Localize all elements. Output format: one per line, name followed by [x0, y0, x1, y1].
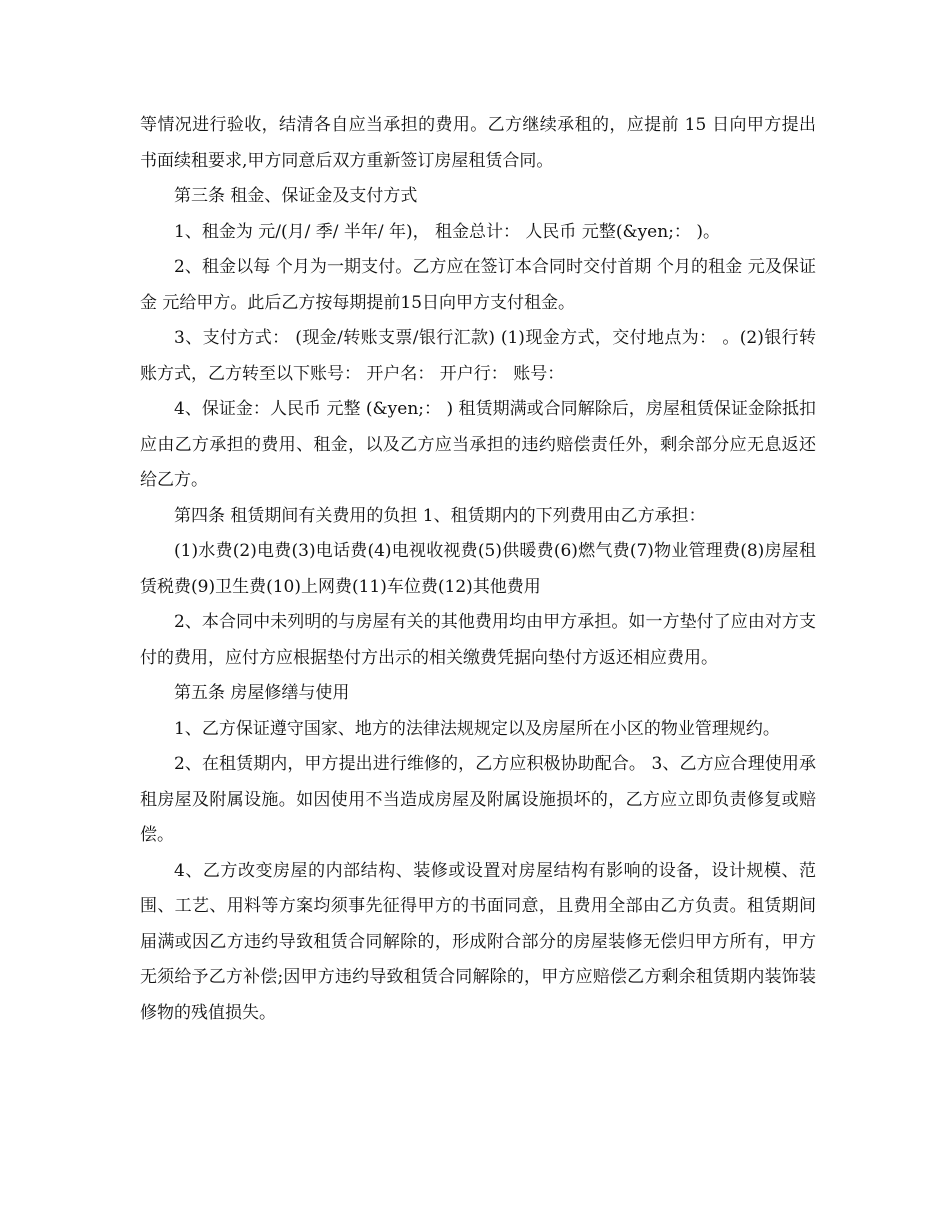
paragraph-rent-payment-period: 2、租金以每 个月为一期支付。乙方应在签订本合同时交付首期 个月的租金 元及保证金 元给甲方。此后乙方按每期提前15日向甲方支付租金。 — [140, 257, 816, 313]
section-heading-article-3: 第三条 租金、保证金及支付方式 — [174, 186, 418, 206]
paragraph-other-fees: 2、本合同中未列明的与房屋有关的其他费用均由甲方承担。如一方垫付了应由对方支付的费用，应付方应根据垫付方出示的相关缴费凭据向垫付方返还相应费用。 — [140, 612, 816, 668]
paragraph-continuation: 等情况进行验收，结清各自应当承担的费用。乙方继续承租的，应提前 15 日向甲方提出书面续租要求,甲方同意后双方重新签订房屋租赁合同。 — [140, 115, 816, 171]
paragraph-maintenance: 2、在租赁期内，甲方提出进行维修的，乙方应积极协助配合。 3、乙方应合理使用承租房屋及附属设施。如因使用不当造成房屋及附属设施损坏的，乙方应立即负责修复或赔偿。 — [140, 754, 816, 845]
paragraph-compliance: 1、乙方保证遵守国家、地方的法律法规规定以及房屋所在小区的物业管理规约。 — [174, 718, 780, 739]
paragraph-rent-amount: 1、租金为 元/(月/ 季/ 半年/ 年)， 租金总计： 人民币 元整(&yen;： )。 — [174, 221, 720, 242]
paragraph-payment-method: 3、支付方式： (现金/转账支票/银行汇款) (1)现金方式，交付地点为： 。(2)银行转账方式，乙方转至以下账号： 开户名： 开户行： 账号： — [140, 328, 816, 384]
paragraph-renovation: 4、乙方改变房屋的内部结构、装修或设置对房屋结构有影响的设备，设计规模、范围、工艺、用料等方案均须事先征得甲方的书面同意，且费用全部由乙方负责。租赁期间届满或因乙方违约导致租赁合同解除的，形成附合部分的房屋装修无偿归甲方所有，甲方无须给予乙方补偿;因甲方违约导致租赁合同解除的，甲方应赔偿乙方剩余租赁期内装饰装修物的残值损失。 — [140, 860, 816, 1023]
section-heading-article-4: 第四条 租赁期间有关费用的负担 1、租赁期内的下列费用由乙方承担： — [174, 505, 706, 526]
paragraph-fee-list: (1)水费(2)电费(3)电话费(4)电视收视费(5)供暖费(6)燃气费(7)物业管理费(8)房屋租赁税费(9)卫生费(10)上网费(11)车位费(12)其他费用 — [140, 541, 816, 597]
section-heading-article-5: 第五条 房屋修缮与使用 — [174, 683, 350, 703]
paragraph-deposit: 4、保证金：人民币 元整 (&yen;： ) 租赁期满或合同解除后，房屋租赁保证金除抵扣应由乙方承担的费用、租金，以及乙方应当承担的违约赔偿责任外，剩余部分应无息返还给乙方。 — [140, 399, 816, 490]
document-body — [140, 108, 816, 1031]
